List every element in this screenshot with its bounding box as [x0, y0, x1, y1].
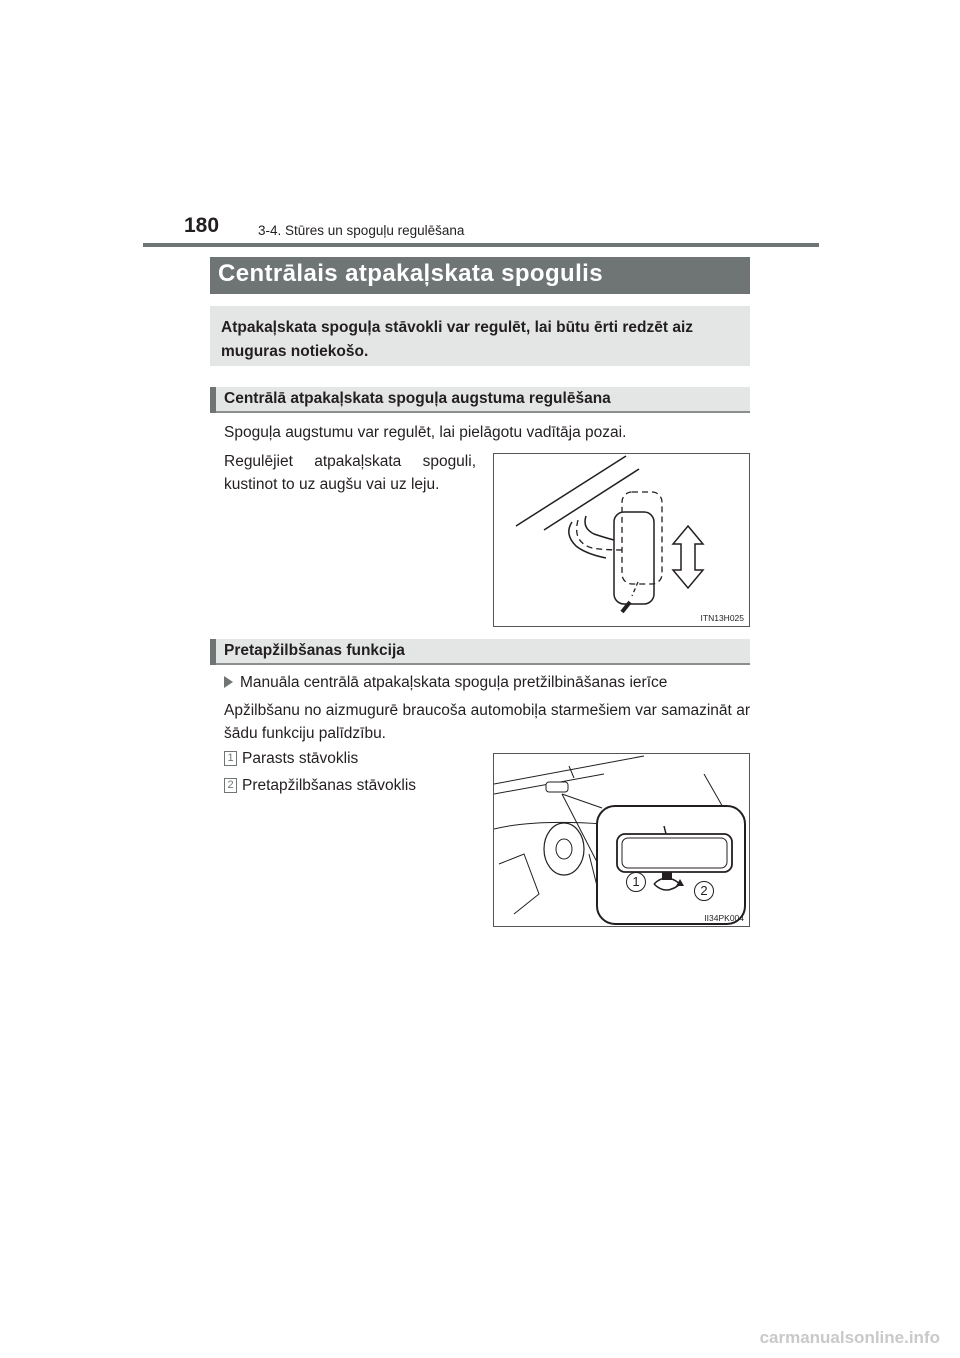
- header-divider: [143, 243, 819, 247]
- chapter-title: 3-4. Stūres un spoguļu regulēšana: [258, 223, 465, 238]
- figure-code: II34PK004: [704, 913, 744, 923]
- watermark-logo: carmanualsonline.info: [759, 1328, 940, 1347]
- subheading-text: Pretapžilbšanas funkcija: [224, 642, 405, 659]
- item-number-badge: 2: [224, 778, 237, 793]
- paragraph-anti-glare: Apžilbšanu no aizmugurē braucoša automobiļa starmešiem var samazināt ar šādu funkciju palīdzību.: [224, 702, 750, 742]
- bullet-triangle-icon: [224, 676, 233, 688]
- cabin-illustration: [494, 754, 749, 926]
- intro-text: Atpakaļskata spoguļa stāvokli var regulēt, lai būtu ērti redzēt aiz muguras notiekošo.: [221, 319, 694, 360]
- figure-code: ITN13H025: [700, 613, 744, 623]
- paragraph-height-intro: Spoguļa augstumu var regulēt, lai pielāgotu vadītāja pozai.: [224, 424, 627, 441]
- subheading-marker: [210, 639, 216, 665]
- subheading-text: Centrālā atpakaļskata spoguļa augstuma regulēšana: [224, 390, 611, 407]
- subheading-anti-glare: [210, 639, 750, 665]
- anti-glare-figure: [493, 753, 750, 927]
- paragraph-height-instruction: Regulējiet atpakaļskata spoguli, kustinot to uz augšu vai uz leju.: [224, 453, 476, 493]
- subheading-height-adjust: [210, 387, 750, 413]
- figure-label-1: 1: [626, 872, 646, 892]
- section-title: Centrālais atpakaļskata spogulis: [218, 260, 603, 287]
- item-number-badge: 1: [224, 751, 237, 766]
- figure-label-2: 2: [694, 881, 714, 901]
- bullet-text: Manuāla centrālā atpakaļskata spoguļa pretžilbināšanas ierīce: [240, 674, 668, 691]
- page-number: 180: [184, 214, 220, 237]
- mirror-height-illustration: [494, 454, 749, 626]
- item-label: Parasts stāvoklis: [242, 750, 359, 767]
- subheading-marker: [210, 387, 216, 413]
- mirror-height-figure: [493, 453, 750, 627]
- item-label: Pretapžilbšanas stāvoklis: [242, 777, 417, 794]
